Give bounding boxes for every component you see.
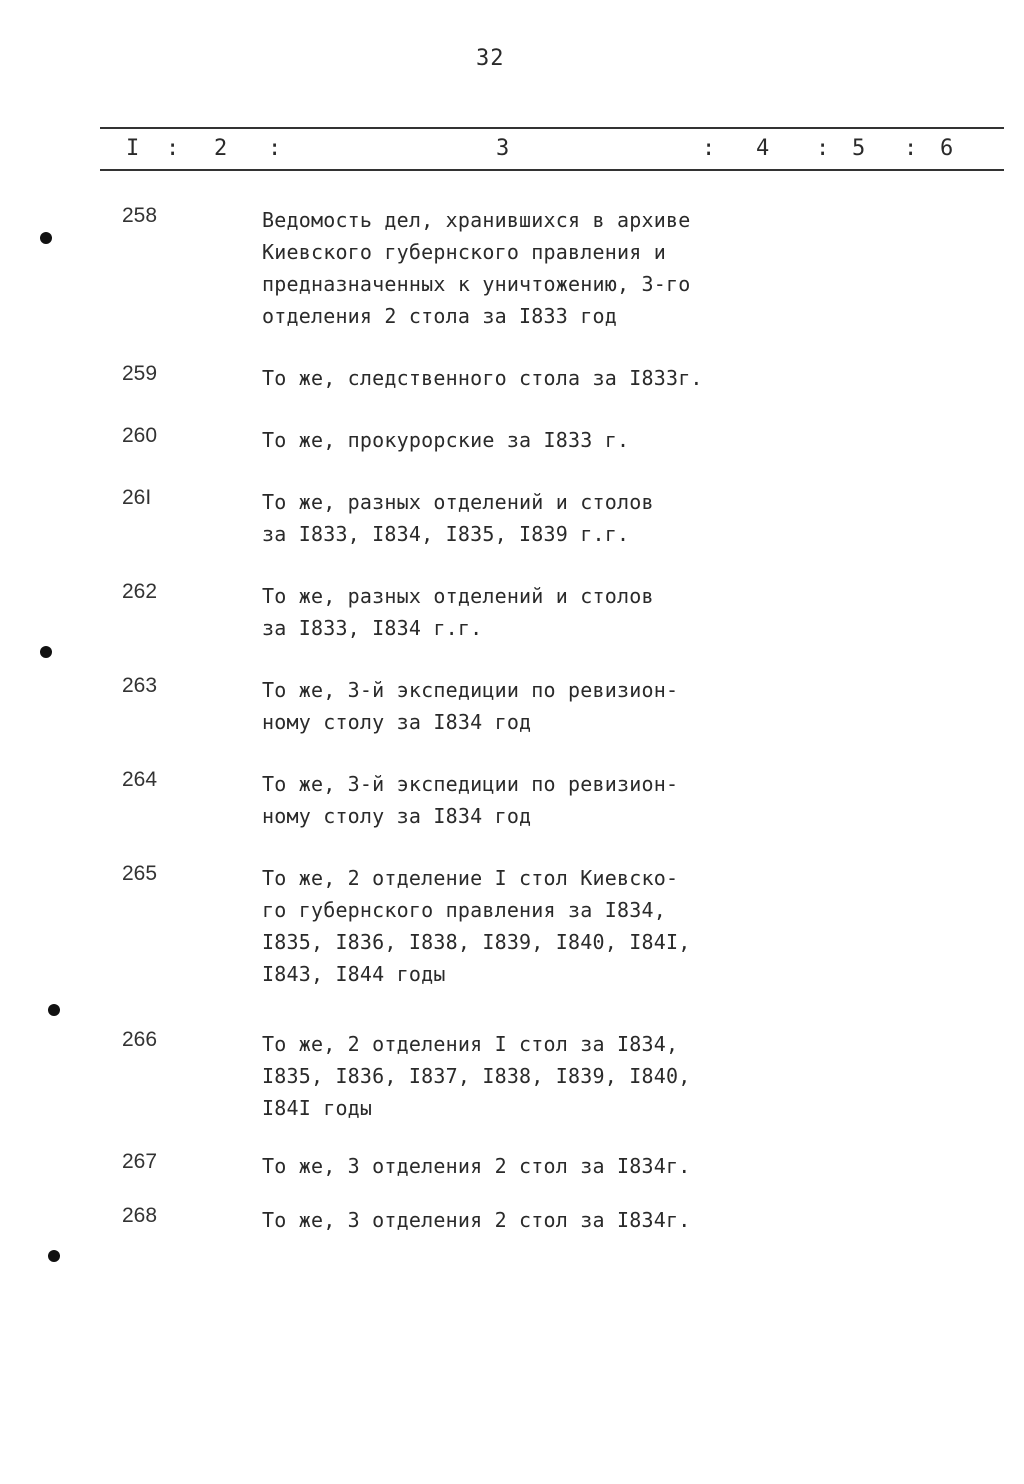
column-header-4: 4	[756, 136, 770, 161]
header-bottom-rule	[100, 169, 1004, 171]
entry-number: 262	[122, 580, 158, 603]
column-separator: :	[702, 136, 716, 161]
entry-number: 265	[122, 862, 158, 885]
entry-number: 260	[122, 424, 158, 447]
entry-description: То же, разных отделений и столов за I833, I834 г.г.	[262, 584, 654, 640]
entry-description: Ведомость дел, хранившихся в архиве Киевского губернского правления и предназначенных к уничтожению, 3-го отделения 2 стола за I833 год	[262, 208, 691, 328]
entry-description: То же, 2 отделение I стол Киевско- го губернского правления за I834, I835, I836, I838, I839, I840, I84I, I843, I844 годы	[262, 866, 691, 986]
entry-number: 263	[122, 674, 158, 697]
binding-hole	[48, 1004, 60, 1016]
column-header-2: 2	[214, 136, 228, 161]
column-separator: :	[166, 136, 180, 161]
column-header-6: 6	[940, 136, 954, 161]
binding-hole	[40, 232, 52, 244]
column-separator: :	[904, 136, 918, 161]
column-header-1: I	[126, 136, 140, 161]
entry-description: То же, 3-й экспедиции по ревизион- ному столу за I834 год	[262, 772, 679, 828]
entry-description: То же, следственного стола за I833г.	[262, 366, 703, 390]
binding-hole	[48, 1250, 60, 1262]
entry-number: 266	[122, 1028, 158, 1051]
entry-description: То же, разных отделений и столов за I833, I834, I835, I839 г.г.	[262, 490, 654, 546]
entry-description: То же, 3 отделения 2 стол за I834г.	[262, 1208, 691, 1232]
entry-number: 268	[122, 1204, 158, 1227]
entry-description: То же, прокурорские за I833 г.	[262, 428, 630, 452]
page-number: 32	[476, 46, 505, 71]
column-header-5: 5	[852, 136, 866, 161]
entry-number: 26I	[122, 486, 152, 509]
column-separator: :	[268, 136, 282, 161]
entry-description: То же, 3 отделения 2 стол за I834г.	[262, 1154, 691, 1178]
entry-number: 264	[122, 768, 158, 791]
entry-number: 259	[122, 362, 158, 385]
entry-number: 258	[122, 204, 158, 227]
column-separator: :	[816, 136, 830, 161]
entry-description: То же, 3-й экспедиции по ревизион- ному столу за I834 год	[262, 678, 679, 734]
entry-number: 267	[122, 1150, 158, 1173]
header-top-rule	[100, 127, 1004, 129]
column-header-3: 3	[496, 136, 510, 161]
binding-hole	[40, 646, 52, 658]
entry-description: То же, 2 отделения I стол за I834, I835, I836, I837, I838, I839, I840, I84I годы	[262, 1032, 691, 1120]
